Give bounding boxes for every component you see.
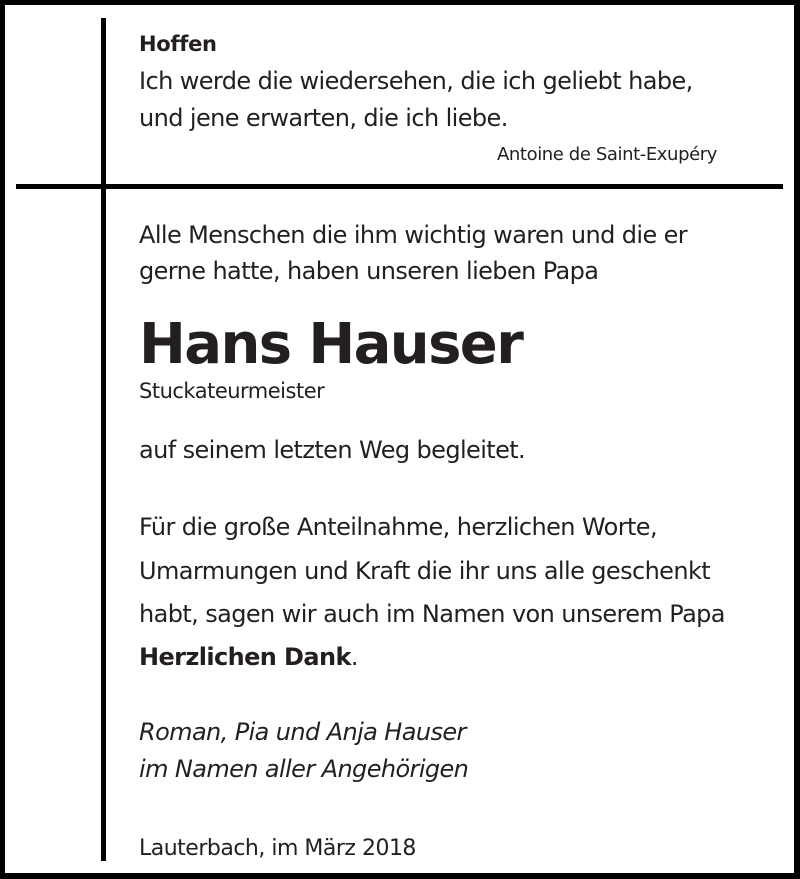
signature-line: im Namen aller Angehörigen — [139, 755, 469, 783]
intro-line: Alle Menschen die ihm wichtig waren und die er — [139, 221, 688, 249]
cross-horizontal-bar — [16, 184, 783, 189]
thanks-bold: Herzlichen Dank — [139, 643, 351, 671]
quote-line: Ich werde die wiedersehen, die ich geliebt habe, — [139, 67, 693, 95]
signature-line: Roman, Pia und Anja Hauser — [139, 718, 466, 746]
intro-line: gerne hatte, haben unseren lieben Papa — [139, 257, 599, 285]
thanks-line: Für die große Anteilnahme, herzlichen Worte, — [139, 513, 658, 541]
thanks-line: habt, sagen wir auch im Namen von unserem Papa — [139, 600, 725, 628]
cross-vertical-bar — [101, 18, 106, 861]
quote-title: Hoffen — [139, 32, 217, 56]
after-name-line: auf seinem letzten Weg begleitet. — [139, 436, 526, 464]
deceased-name: Hans Hauser — [139, 312, 523, 377]
thanks-closing — [139, 643, 358, 671]
thanks-period: . — [350, 643, 358, 671]
quote-line: und jene erwarten, die ich liebe. — [139, 104, 508, 132]
place-date: Lauterbach, im März 2018 — [139, 836, 416, 861]
thanks-line: Umarmungen und Kraft die ihr uns alle geschenkt — [139, 557, 711, 585]
profession: Stuckateurmeister — [139, 379, 325, 403]
quote-author: Antoine de Saint-Exupéry — [497, 144, 718, 165]
